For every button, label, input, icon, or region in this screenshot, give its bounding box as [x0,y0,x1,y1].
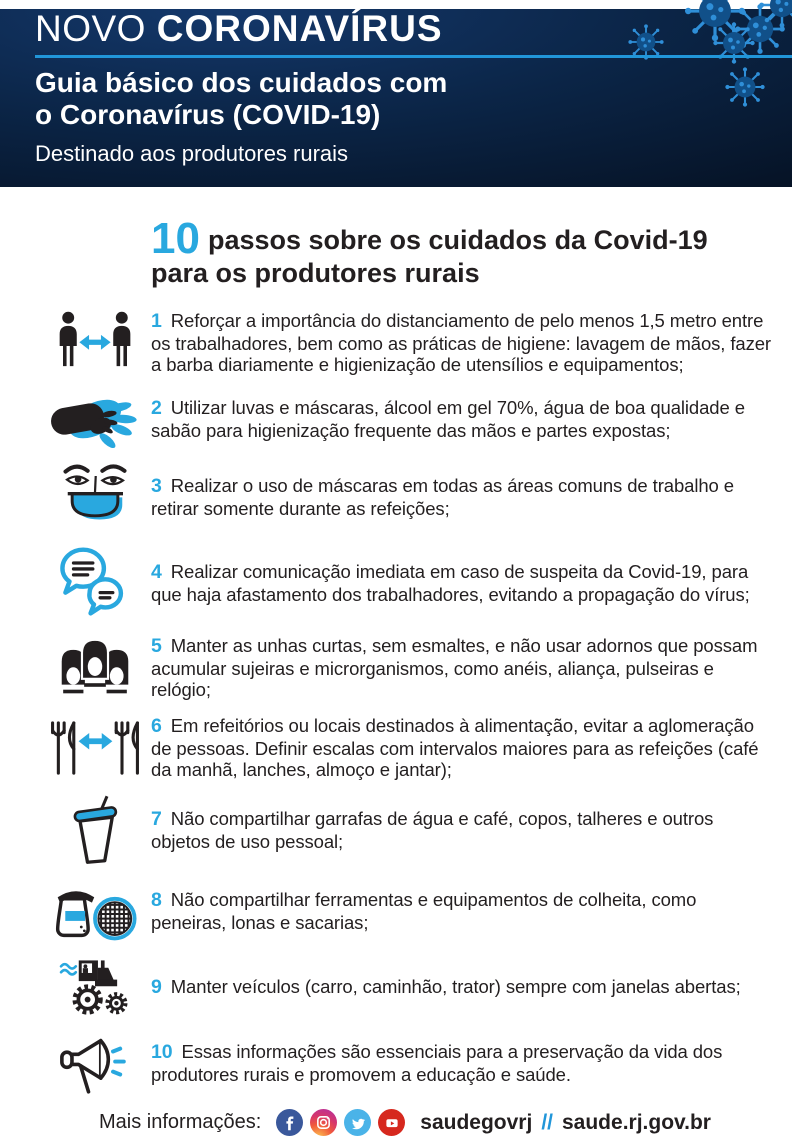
footer [38,1109,772,1136]
main-content [0,187,792,1136]
step-text: 9 Manter veículos (carro, caminhão, trator) sempre com janelas abertas; [151,975,741,998]
step-item-1 [38,310,772,376]
face-mask-icon [38,462,151,532]
header-subtitle [35,67,792,130]
header-title [35,9,792,50]
step-text: 8 Não compartilhar ferramentas e equipamentos de colheita, como peneiras, lonas e sacarias; [151,888,697,933]
heading-line1: passos sobre os cuidados da Covid-19 [207,225,708,255]
header [0,9,792,187]
step-text: 6 Em refeitórios ou locais destinados à alimentação, evitar a aglomeração de pessoas. Definir escalas com intervalos maiores para as refeições (café da manhã, lanches, almoço e jantar); [151,714,759,781]
youtube-icon[interactable] [378,1109,405,1136]
step-item-3 [38,462,772,532]
heading-line2: para os produtores rurais [151,257,480,288]
heading-number: 10 [151,214,200,263]
website-url: saude.rj.gov.br [562,1110,711,1134]
fingernails-icon [38,634,151,702]
cup-straw-icon [38,794,151,866]
page-title [151,214,772,290]
social-distance-icon [38,311,151,375]
step-text: 1 Reforçar a importância do distanciamento de pelo menos 1,5 metro entre os trabalhadores, bem como as práticas de higiene: lavagem de mãos, fazer a barba diariamente e higienização de utensílios e equipamentos; [151,309,771,376]
step-text: 10 Essas informações são essenciais para a preservação da vida dos produtores rurais e promovem a educação e saúde. [151,1040,723,1085]
header-audience: Destinado aos produtores rurais [35,140,349,166]
step-item-5 [38,634,772,702]
step-text: 7 Não compartilhar garrafas de água e café, copos, talheres e outros objetos de uso pessoal; [151,807,714,852]
step-item-6 [38,715,772,781]
step-item-10 [38,1031,772,1095]
header-subtitle-line1: Guia básico dos cuidados com [35,67,448,99]
step-item-7 [38,794,772,866]
instagram-icon[interactable] [310,1109,337,1136]
header-subtitle-line2: o Coronavírus (COVID-19) [35,98,381,130]
speech-bubbles-icon [38,545,151,621]
step-item-9 [38,956,772,1018]
facebook-icon[interactable] [276,1109,303,1136]
step-text: 2 Utilizar luvas e máscaras, álcool em gel 70%, água de boa qualidade e sabão para higienização frequente das mãos e partes expostas; [151,396,745,441]
header-title-bold: CORONAVÍRUS [156,8,443,49]
gloves-hand-hygiene-icon [38,389,151,449]
step-text: 3 Realizar o uso de máscaras em todas as áreas comuns de trabalho e retirar somente durante as refeições; [151,474,734,519]
covid-guide-poster [0,8,792,1134]
step-item-2 [38,389,772,449]
tractor-icon [38,956,151,1018]
megaphone-icon [38,1031,151,1095]
footer-separator: // [541,1110,553,1134]
header-divider [35,55,792,59]
header-title-regular: NOVO [35,8,157,49]
twitter-icon[interactable] [344,1109,371,1136]
step-text: 4 Realizar comunicação imediata em caso de suspeita da Covid-19, para que haja afastamento dos trabalhadores, evitando a propagação do vírus; [151,560,750,605]
step-item-8 [38,879,772,943]
step-item-4 [38,545,772,621]
social-handle: saudegovrj [420,1110,533,1134]
sack-sieve-icon [38,879,151,943]
cutlery-distance-icon [38,721,151,775]
footer-label: Mais informações: [99,1111,262,1134]
step-text: 5 Manter as unhas curtas, sem esmaltes, e não usar adornos que possam acumular sujeiras e microrganismos, como anéis, aliança, pulseiras e relógio; [151,634,758,701]
